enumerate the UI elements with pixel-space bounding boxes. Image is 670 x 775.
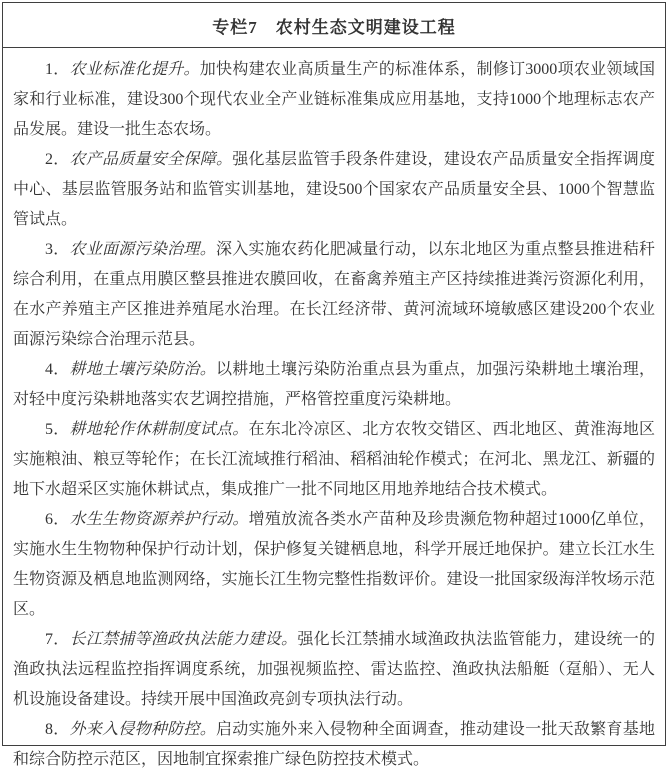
paragraph-6 [13, 505, 655, 625]
paragraph-number: 3． [45, 241, 70, 258]
paragraph-text: 启动实施外来入侵物种全面调查，推动建设一批天敌繁育基地和综合防控示范区，因地制宜探索推广绿色防控技术模式。 [13, 721, 655, 768]
paragraph-number: 2． [45, 151, 70, 168]
paragraph-number: 1． [45, 61, 70, 78]
paragraph-lead: 外来入侵物种防控。 [69, 721, 216, 738]
paragraph-lead: 耕地轮作休耕制度试点。 [69, 421, 249, 438]
paragraph-lead: 农产品质量安全保障。 [69, 151, 233, 168]
paragraph-text: 在东北冷凉区、北方农牧交错区、西北地区、黄淮海地区实施粮油、粮豆等轮作；在长江流域推行稻油、稻稻油轮作模式；在河北、黑龙江、新疆的地下水超采区实施休耕试点，集成推广一批不同地区用地养地结合技术模式。 [13, 421, 655, 498]
paragraph-1 [13, 55, 655, 145]
paragraph-5 [13, 415, 655, 505]
panel-title: 专栏7 农村生态文明建设工程 [212, 17, 456, 37]
paragraph-text: 以耕地土壤污染防治重点县为重点，加强污染耕地土壤治理，对轻中度污染耕地落实农艺调控措施，严格管控重度污染耕地。 [13, 361, 655, 408]
paragraph-text: 深入实施农药化肥减量行动，以东北地区为重点整县推进秸秆综合利用，在重点用膜区整县推进农膜回收，在畜禽养殖主产区持续推进粪污资源化利用，在水产养殖主产区推进养殖尾水治理。在长江经济带、黄河流域环境敏感区建设200个农业面源污染综合治理示范县。 [13, 241, 655, 348]
paragraph-number: 8． [45, 721, 70, 738]
paragraph-text: 加快构建农业高质量生产的标准体系，制修订3000项农业领域国家和行业标准，建设300个现代农业全产业链标准集成应用基地，支持1000个地理标志农产品发展。建设一批生态农场。 [13, 61, 655, 138]
paragraph-lead: 农业面源污染治理。 [69, 241, 216, 258]
paragraph-number: 4． [45, 361, 70, 378]
paragraph-lead: 水生生物资源养护行动。 [69, 511, 249, 528]
panel-title-row [3, 3, 665, 48]
paragraph-lead: 耕地土壤污染防治。 [69, 361, 216, 378]
paragraph-text: 强化长江禁捕水域渔政执法监管能力，建设统一的渔政执法远程监控指挥调度系统，加强视频监控、雷达监控、渔政执法船艇（趸船）、无人机设施设备建设。持续开展中国渔政亮剑专项执法行动。 [13, 631, 655, 708]
paragraph-number: 5． [45, 421, 70, 438]
column-panel [2, 2, 666, 768]
paragraph-3 [13, 235, 655, 355]
paragraph-4 [13, 355, 655, 415]
paragraph-number: 7． [45, 631, 70, 648]
paragraph-text: 增殖放流各类水产苗种及珍贵濒危物种超过1000亿单位，实施水生生物物种保护行动计划，保护修复关键栖息地，科学开展迁地保护。建立长江水生生物资源及栖息地监测网络，实施长江生物完整性指数评价。建设一批国家级海洋牧场示范区。 [13, 511, 655, 618]
paragraph-number: 6． [45, 511, 70, 528]
paragraph-lead: 长江禁捕等渔政执法能力建设。 [69, 631, 298, 648]
panel-content [3, 48, 665, 775]
paragraph-7 [13, 625, 655, 715]
paragraph-2 [13, 145, 655, 235]
paragraph-8 [13, 715, 655, 775]
paragraph-lead: 农业标准化提升。 [69, 61, 200, 78]
paragraph-text: 强化基层监管手段条件建设，建设农产品质量安全指挥调度中心、基层监管服务站和监管实训基地，建设500个国家农产品质量安全县、1000个智慧监管试点。 [13, 151, 655, 228]
